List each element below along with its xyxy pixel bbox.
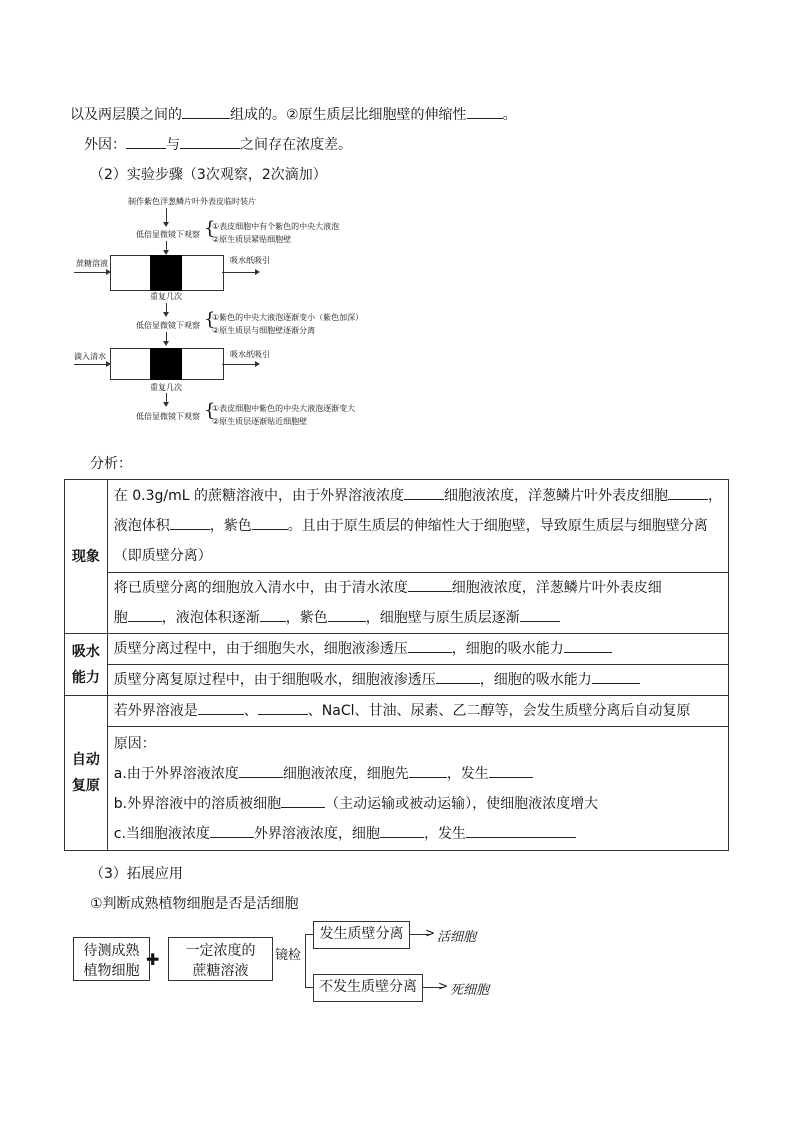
text-fragment: 液泡体积 [113, 518, 170, 534]
text-fragment: ，发生 [423, 825, 466, 842]
answer-blank[interactable] [520, 607, 560, 622]
table-cell [107, 634, 728, 665]
answer-blank[interactable] [328, 607, 366, 622]
text-fragment: （主动运输或被动运输），使细胞液浓度增大 [325, 795, 599, 812]
answer-blank[interactable] [408, 638, 452, 653]
text-fragment: 细胞液浓度，洋葱鳞片叶外表皮细胞 [444, 488, 668, 504]
header-auto-restore [65, 696, 108, 851]
answer-blank[interactable] [466, 823, 576, 838]
box-text: 不发生质壁分离 [319, 979, 417, 995]
table-cell [107, 696, 728, 727]
flow-obs1-b: ②原生质层紧贴细胞壁 [212, 235, 292, 244]
answer-blank[interactable] [281, 793, 325, 808]
arrow-right-icon: > [425, 926, 436, 940]
text-fragment: ，细胞的吸水能力 [479, 672, 592, 688]
cover-slip-1 [150, 255, 182, 291]
flow-absorb-2: 吸水纸吸引 [230, 350, 270, 359]
header-phenomenon: 现象 [65, 480, 108, 634]
flow-observe-1: 低倍显微镜下观察 [136, 230, 200, 239]
brace-icon: { [204, 400, 216, 421]
mirror-label: 镜检 [275, 948, 302, 963]
flow-make-slide: 制作紫色洋葱鳞片叶外表皮临时装片 [128, 197, 256, 206]
text-fragment: 在 0.3g/mL 的蔗糖溶液中，由于外界溶液浓度 [113, 488, 404, 504]
text-fragment: ， [708, 488, 722, 504]
text-fragment: 。且由于原生质层的伸缩性大于细胞壁，导致原生质层与细胞壁分离 [287, 518, 708, 534]
table-cell [107, 573, 728, 634]
answer-blank[interactable] [170, 515, 210, 530]
intro-line-2 [84, 134, 352, 154]
box-test-cell [73, 937, 150, 981]
answer-blank[interactable] [489, 763, 533, 778]
cover-slip-2 [150, 348, 182, 380]
box-plasmolysis-yes [313, 921, 410, 949]
text-fragment: b.外界溶液中的溶质被细胞 [113, 795, 282, 812]
answer-blank[interactable] [564, 638, 612, 653]
text-fragment: 、NaCl、甘油、尿素、乙二醇等，会发生质壁分离后自动复原 [307, 703, 691, 719]
step-title: （2）实验步骤（3次观察，2次滴加） [90, 167, 327, 183]
text-fragment: ，紫色 [285, 610, 328, 626]
header-text: 能力 [71, 669, 100, 686]
result-dead: 死细胞 [450, 983, 490, 998]
text-fragment: ，细胞壁与原生质层逐渐 [365, 610, 520, 626]
answer-blank[interactable] [252, 515, 288, 530]
text-fragment: 与 [166, 137, 180, 153]
answer-blank[interactable] [128, 607, 162, 622]
brace-icon: { [204, 309, 216, 330]
answer-blank[interactable] [404, 485, 444, 500]
text-fragment: 将已质壁分离的细胞放入清水中，由于清水浓度 [113, 580, 408, 596]
analysis-table [64, 479, 729, 851]
answer-blank[interactable] [467, 104, 503, 119]
answer-blank[interactable] [408, 577, 452, 592]
text-fragment: 之间存在浓度差。 [240, 137, 352, 153]
flow-obs3-a: ①表皮细胞中紫色的中央大液泡逐渐变大 [212, 404, 356, 413]
box-text: 待测成熟 [83, 943, 140, 959]
flow-obs1-a: ①表皮细胞中有个紫色的中央大液泡 [212, 222, 340, 231]
flow-absorb-1: 吸水纸吸引 [230, 256, 270, 265]
text-fragment: 若外界溶液是 [113, 703, 198, 719]
text-fragment: ，液泡体积逐渐 [161, 610, 260, 626]
answer-blank[interactable] [210, 823, 254, 838]
flow-repeat-2: 重复几次 [150, 383, 182, 392]
answer-blank[interactable] [126, 134, 166, 149]
table-cell [107, 480, 728, 573]
answer-blank[interactable] [436, 669, 480, 684]
answer-blank[interactable] [668, 485, 708, 500]
text-fragment: （即质壁分离） [113, 548, 212, 564]
text-fragment: ，发生 [446, 765, 489, 782]
result-alive: 活细胞 [437, 930, 477, 945]
text-fragment: 质壁分离过程中，由于细胞失水，细胞液渗透压 [113, 641, 408, 657]
box-sucrose [168, 937, 273, 981]
header-text: 复原 [71, 778, 100, 794]
header-text: 吸水 [71, 643, 100, 660]
text-fragment: 以及两层膜之间的 [70, 107, 182, 123]
text-fragment: 组成的。②原生质层比细胞壁的伸缩性 [230, 107, 467, 123]
ext-title: （3）拓展应用 [90, 866, 183, 882]
flow-repeat-1: 重复几次 [150, 292, 182, 301]
box-plasmolysis-no [313, 974, 423, 1002]
text-fragment: c.当细胞液浓度 [113, 825, 210, 842]
answer-blank[interactable] [592, 669, 640, 684]
arrow-right-icon: > [438, 979, 449, 993]
answer-blank[interactable] [258, 700, 308, 715]
answer-blank[interactable] [180, 134, 240, 149]
text-fragment: 外界溶液浓度，细胞 [253, 825, 380, 842]
answer-blank[interactable] [409, 763, 447, 778]
text-fragment: 。 [502, 107, 517, 123]
text-fragment: ，细胞的吸水能力 [451, 641, 564, 657]
answer-blank[interactable] [198, 700, 244, 715]
header-absorb [65, 634, 108, 696]
text-fragment: 外因： [84, 137, 126, 153]
answer-blank[interactable] [239, 763, 283, 778]
answer-blank[interactable] [182, 104, 230, 119]
flow-sucrose: 蔗糖溶液 [76, 259, 108, 268]
header-text: 自动 [71, 752, 100, 768]
flow-water: 滴入清水 [74, 352, 106, 361]
text-fragment: 质壁分离复原过程中，由于细胞吸水，细胞液渗透压 [113, 672, 436, 688]
box-text: 发生质壁分离 [319, 926, 404, 942]
text-fragment: a.由于外界溶液浓度 [113, 765, 239, 782]
text-fragment: 细胞液浓度，洋葱鳞片叶外表皮细 [451, 580, 662, 596]
text-fragment: 胞 [113, 610, 128, 626]
experiment-flow-diagram [70, 192, 370, 432]
ext-subtitle: ①判断成熟植物细胞是否是活细胞 [90, 896, 299, 912]
plus-icon: ✚ [146, 950, 160, 969]
answer-blank[interactable] [260, 607, 286, 622]
analysis-label: 分析： [90, 456, 132, 472]
flow-observe-2: 低倍显微镜下观察 [136, 321, 200, 330]
text-fragment: 、 [243, 703, 258, 719]
flow-obs2-b: ②原生质层与细胞壁逐渐分离 [212, 326, 316, 335]
table-cell [107, 727, 728, 851]
box-text: 一定浓度的 [185, 943, 256, 959]
box-text: 蔗糖溶液 [192, 963, 249, 979]
table-cell [107, 665, 728, 696]
flow-observe-3: 低倍显微镜下观察 [136, 412, 200, 421]
flow-obs2-a: ①紫色的中央大液泡逐渐变小（紫色加深） [212, 313, 364, 322]
text-fragment: 细胞液浓度，细胞先 [282, 765, 409, 782]
flow-obs3-b: ②原生质层逐渐贴近细胞壁 [212, 417, 308, 426]
answer-blank[interactable] [380, 823, 424, 838]
box-text: 植物细胞 [83, 963, 140, 979]
text-fragment: 原因： [113, 735, 156, 752]
brace-icon: { [204, 218, 216, 239]
text-fragment: ，紫色 [209, 518, 252, 534]
intro-line-1 [70, 104, 517, 124]
